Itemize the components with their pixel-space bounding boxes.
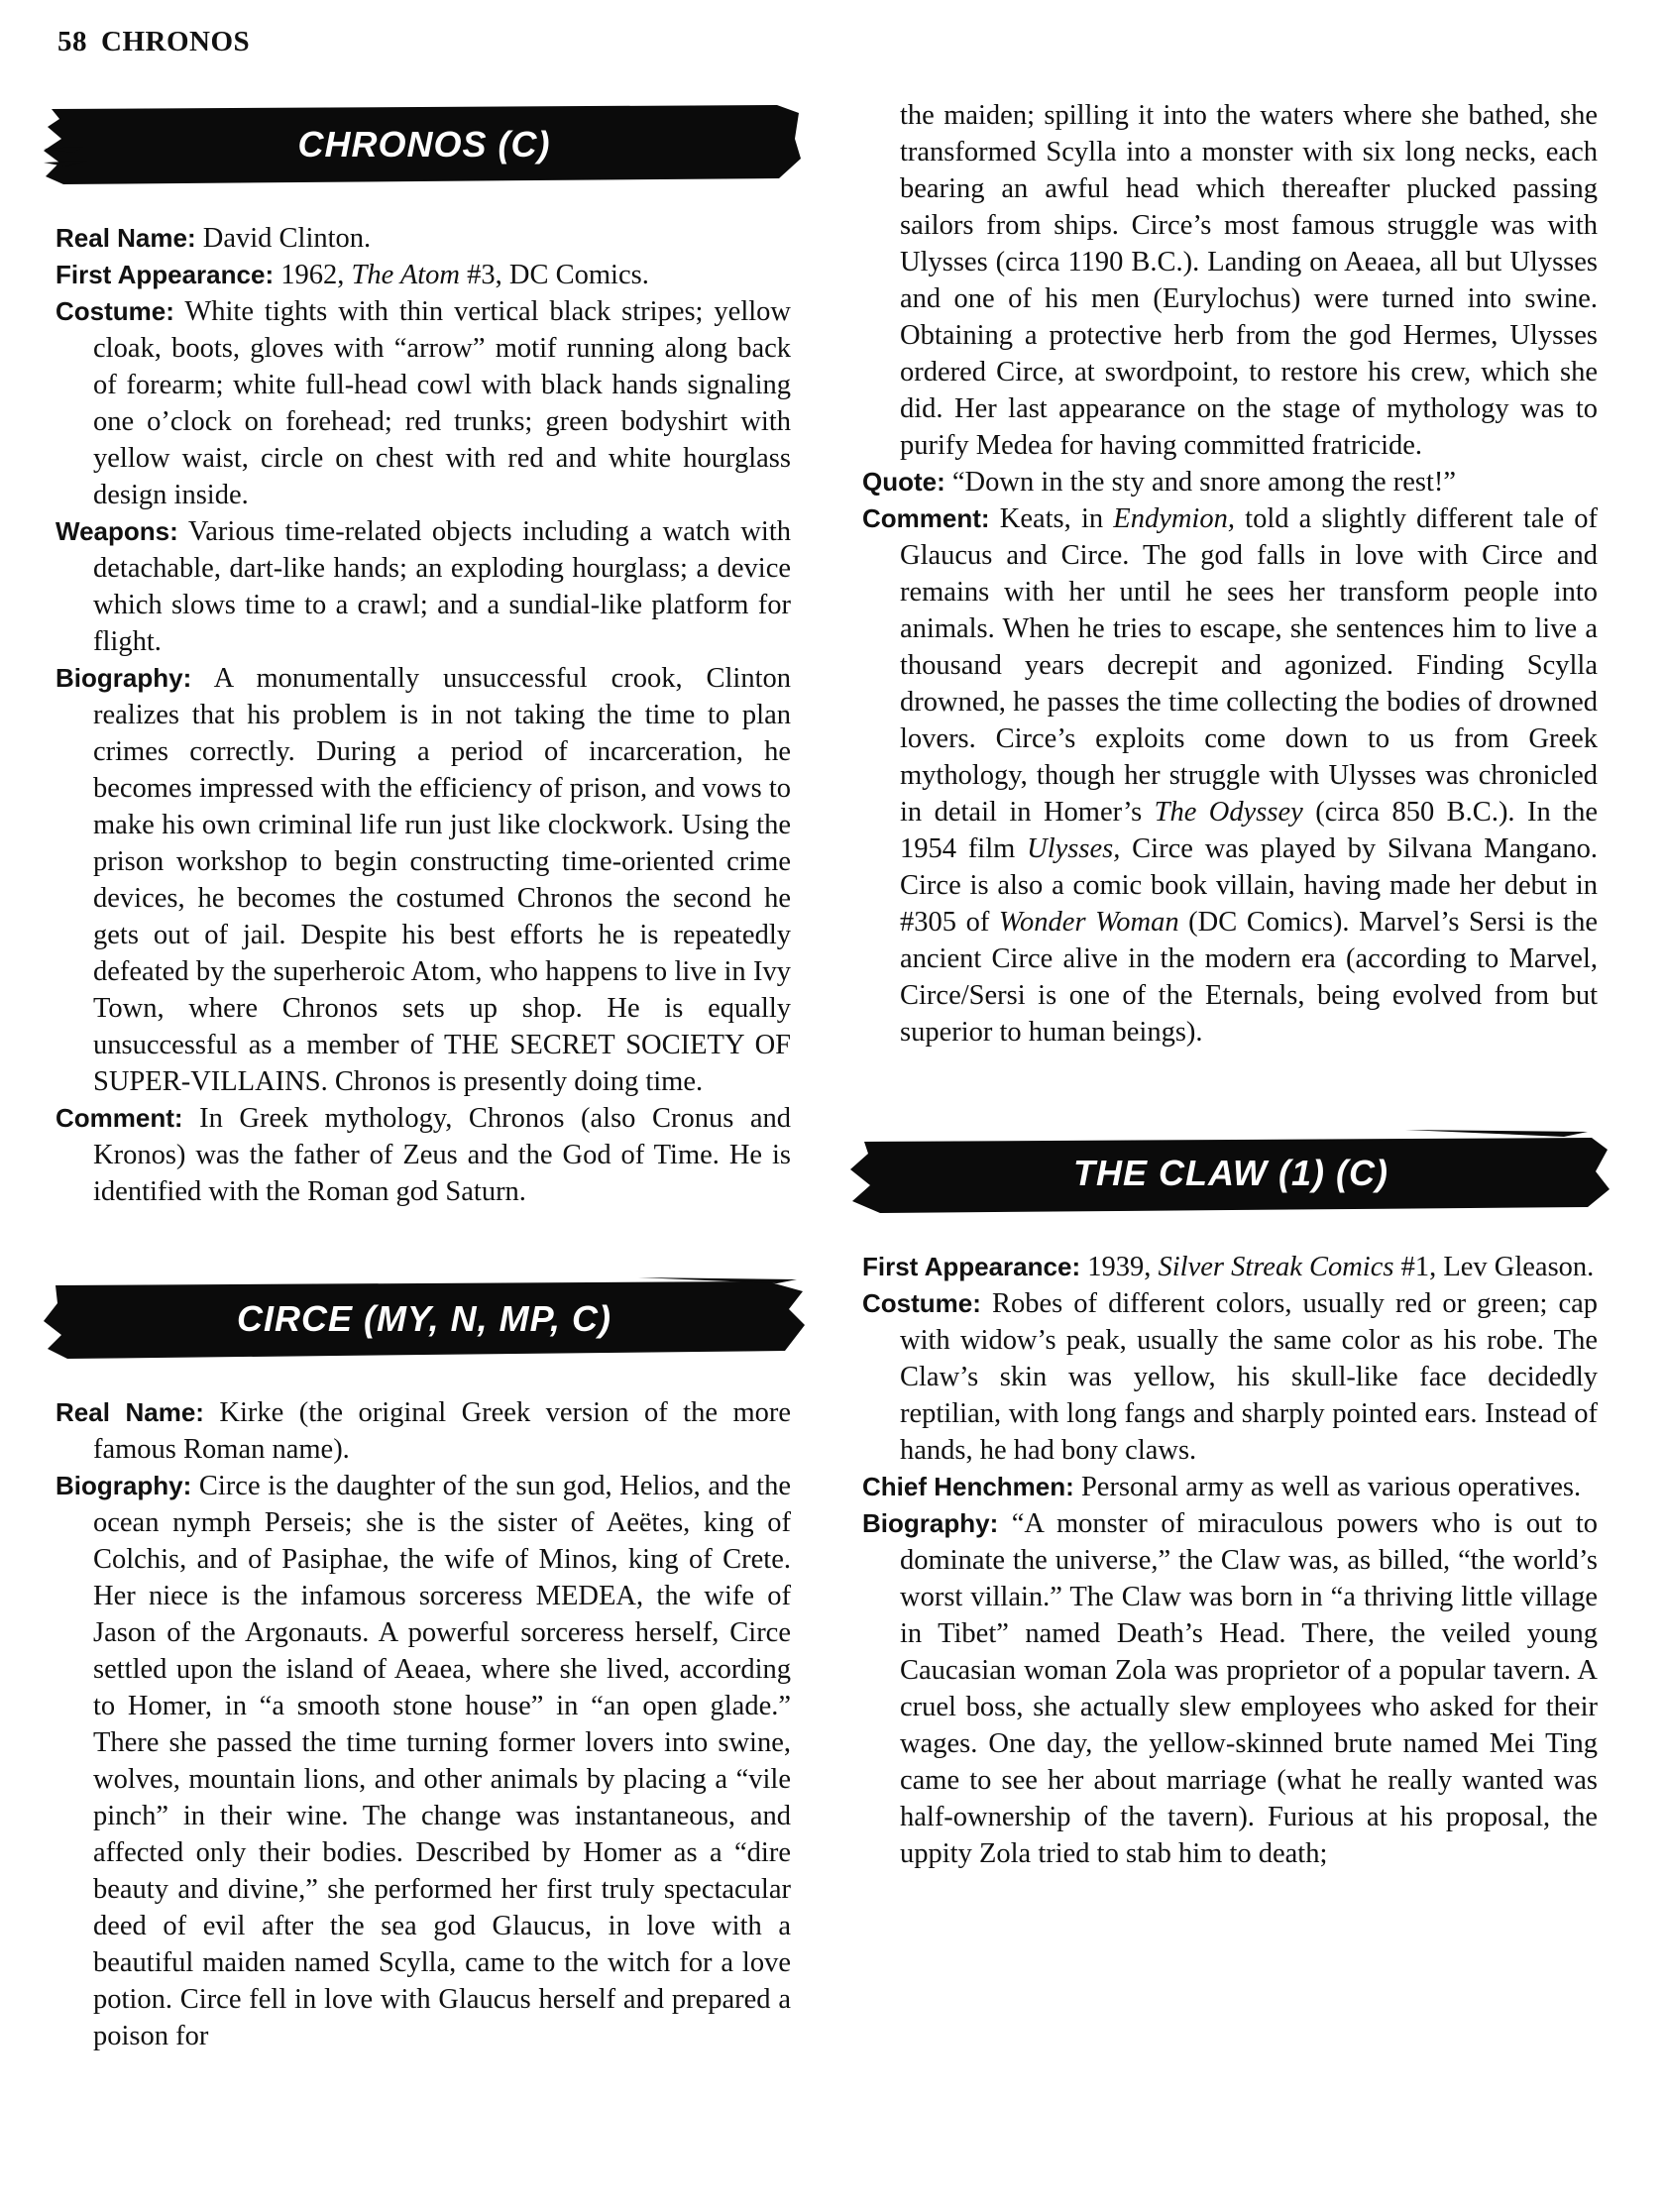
entry-banner-chronos (44, 99, 805, 190)
entry-circe (56, 1394, 791, 2054)
field-costume: Costume: White tights with thin vertical black stripes; yellow cloak, boots, gloves with “arrow” motif running along back of forearm; white full-head cowl with black hands signaling one o’clock on forehead; red trunks; green bodyshirt with yellow waist, circle on chest with red and white hourglass design inside. (56, 296, 791, 510)
running-title: CHRONOS (101, 26, 251, 57)
entry-claw (862, 1249, 1598, 1872)
running-header (57, 26, 250, 58)
entry-banner-circe (44, 1273, 805, 1365)
page-number: 58 (57, 26, 87, 57)
right-column (862, 97, 1598, 1872)
field-real-name: Real Name: David Clinton. (56, 223, 372, 254)
field-weapons: Weapons: Various time-related objects including a watch with detachable, dart-like hands; an exploding hourglass; a device which slows time to a crawl; and a sundial-like platform for flight. (56, 516, 791, 657)
field-comment: Comment: Keats, in Endymion, told a slightly different tale of Glaucus and Circe. The god falls in love with Circe and remains with her until he sees her transform people into animals. When he tries to escape, she sentences him to live a thousand years decrepit and agonized. Finding Scylla drowned, he passes the time collecting the bodies of drowned lovers. Circe’s exploits come down to us from Greek mythology, though her struggle with Ulysses was chronicled in detail in Homer’s The Odyssey (circa 850 B.C.). In the 1954 film Ulysses, Circe was played by Silvana Mangano. Circe is also a comic book villain, having made her debut in #305 of Wonder Woman (DC Comics). Marvel’s Sersi is the ancient Circe alive in the modern era (according to Marvel, Circe/Sersi is one of the Eternals, being evolved from but superior to human beings). (862, 503, 1599, 1048)
entry-chronos (56, 220, 791, 1210)
left-column (56, 99, 791, 2054)
entry-title: THE CLAW (1) (C) (1073, 1153, 1388, 1193)
field-first-appearance: First Appearance: 1962, The Atom #3, DC Comics. (56, 260, 649, 290)
field-first-appearance: First Appearance: 1939, Silver Streak Comics #1, Lev Gleason. (862, 1252, 1595, 1282)
entry-banner-claw (850, 1128, 1611, 1219)
entry-circe-continued (862, 97, 1598, 1051)
field-biography-continued: the maiden; spilling it into the waters where she bathed, she transformed Scylla into a monster with six long necks, each bearing an awful head which thereafter plucked passing sailors from ships. Circe’s most famous struggle was with Ulysses (circa 1190 B.C.). Landing on Aeaea, all but Ulysses and one of his men (Eurylochus) were turned into swine. Obtaining a protective herb from the god Hermes, Ulysses ordered Circe, at swordpoint, to restore his crew, which she did. Her last appearance on the stage of mythology was to purify Medea for having committed fratricide. (900, 100, 1598, 461)
field-biography: Biography: “A monster of miraculous powers who is out to dominate the universe,” the Claw was, as billed, “the world’s worst villain.” The Claw was born in “a thriving little village in Tibet” named Death’s Head. There, the veiled young Caucasian woman Zola was proprietor of a popular tavern. A cruel boss, she actually slew employees who asked for their wages. One day, the yellow-skinned brute named Mei Ting came to see her about marriage (what he really wanted was half-ownership of the tavern). Furious at his proposal, the uppity Zola tried to stab him to death; (862, 1508, 1598, 1869)
entry-title: CHRONOS (C) (297, 124, 551, 165)
field-comment: Comment: In Greek mythology, Chronos (also Cronus and Kronos) was the father of Zeus and the God of Time. He is identified with the Roman god Saturn. (56, 1103, 792, 1207)
field-chief-henchmen: Chief Henchmen: Personal army as well as various operatives. (862, 1472, 1582, 1502)
field-biography: Biography: Circe is the daughter of the sun god, Helios, and the ocean nymph Perseis; she is the sister of Aeëtes, king of Colchis, and of Pasiphae, the wife of Minos, king of Crete. Her niece is the infamous sorceress MEDEA, the wife of Jason of the Argonauts. A powerful sorceress herself, Circe settled upon the island of Aeaea, where she lived, according to Homer, in “a smooth stone house” in “an open glade.” There she passed the time turning former lovers into swine, wolves, mountain lions, and other animals by placing a “vile pinch” in their wine. The change was instantaneous, and affected only their bodies. Described by Homer as a “dire beauty and divine,” she performed her first truly spectacular deed of evil after the sea god Glaucus, in love with a beautiful maiden named Scylla, came to the witch for a love potion. Circe fell in love with Glaucus herself and prepared a poison for (56, 1471, 792, 2051)
field-biography: Biography: A monumentally unsuccessful crook, Clinton realizes that his problem is in not taking the time to plan crimes correctly. During a period of incarceration, he becomes impressed with the efficiency of prison, and vows to make his own criminal life run just like clockwork. Using the prison workshop to begin constructing time-oriented crime devices, he becomes the costumed Chronos the second he gets out of jail. Despite his best efforts he is repeatedly defeated by the superheroic Atom, who happens to live in Ivy Town, where Chronos sets up shop. He is equally unsuccessful as a member of THE SECRET SOCIETY OF SUPER-VILLAINS. Chronos is presently doing time. (56, 663, 792, 1097)
field-real-name: Real Name: Kirke (the original Greek version of the more famous Roman name). (56, 1397, 791, 1465)
field-quote: Quote: “Down in the sty and snore among the rest!” (862, 467, 1457, 498)
field-costume: Costume: Robes of different colors, usually red or green; cap with widow’s peak, usually the same color as his robe. The Claw’s skin was yellow, his skull-like face decidedly reptilian, with long fangs and sharply pointed ears. Instead of hands, he had bony claws. (862, 1288, 1599, 1466)
entry-title: CIRCE (MY, N, MP, C) (236, 1298, 612, 1339)
